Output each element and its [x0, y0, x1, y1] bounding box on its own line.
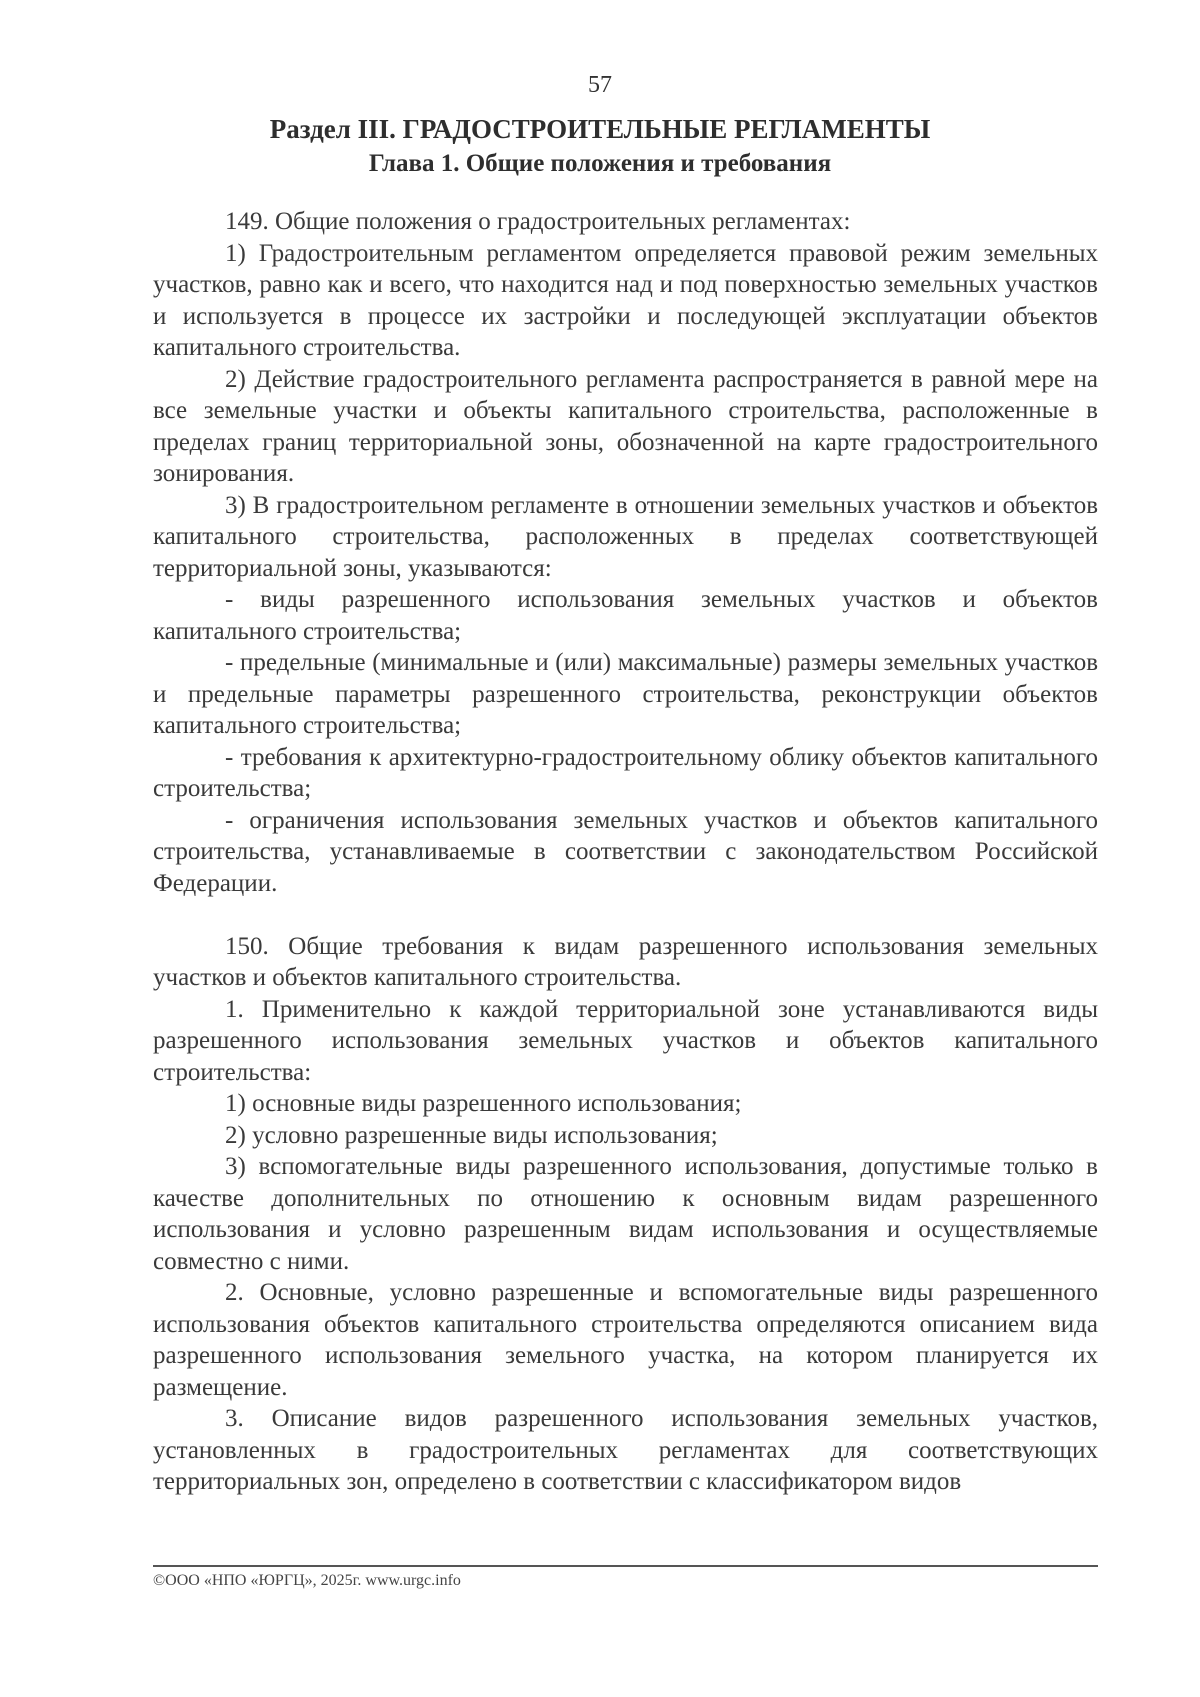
list-item-1: 1) основные виды разрешенного использования; [225, 1090, 742, 1117]
list-item-dash-2: - предельные (минимальные и (или) максимальные) размеры земельных участков и предельные параметры разрешенного строительства, реконструкции объектов капитального строительства; [153, 649, 1098, 739]
footer-divider [153, 1565, 1098, 1567]
list-item-dash-3: - требования к архитектурно-градостроительному облику объектов капитального строительства; [153, 743, 1098, 802]
paragraph-150-point-1: 1. Применительно к каждой территориальной зоне устанавливаются виды разрешенного использования земельных участков и объектов капитального строительства: [153, 995, 1098, 1086]
paragraph-149-item-1: 1) Градостроительным регламентом определяется правовой режим земельных участков, равно как и всего, что находится над и под поверхностью земельных участков и используется в процессе их застройки и последующей эксплуатации объектов капитального строительства. [153, 239, 1098, 361]
list-item-dash-1: - виды разрешенного использования земельных участков и объектов капитального строительства; [153, 586, 1098, 645]
footer-copyright: ©ООО «НПО «ЮРГЦ», 2025г. www.urgc.info [153, 1572, 461, 1589]
paragraph-150-heading: 150. Общие требования к видам разрешенного использования земельных участков и объектов капитального строительства. [153, 932, 1098, 991]
section-title: Раздел III. ГРАДОСТРОИТЕЛЬНЫЕ РЕГЛАМЕНТЫ [269, 114, 931, 144]
list-item-dash-4: - ограничения использования земельных участков и объектов капитального строительства, устанавливаемые в соответствии с законодательством Российской Федерации. [153, 806, 1098, 897]
chapter-title: Глава 1. Общие положения и требования [368, 150, 832, 177]
body-text [153, 206, 1098, 1498]
list-item-3: 3) вспомогательные виды разрешенного использования, допустимые только в качестве дополнительных по отношению к основным видам разрешенного использования и условно разрешенным видам использования и осуществляемые совместно с ними. [153, 1153, 1098, 1275]
paragraph-149-heading: 149. Общие положения о градостроительных регламентах: [225, 208, 851, 235]
page-number: 57 [588, 72, 612, 98]
paragraph-150-point-3: 3. Описание видов разрешенного использования земельных участков, установленных в градостроительных регламентах для соответствующих территориальных зон, определено в соответствии с классификатором видов [153, 1405, 1098, 1495]
paragraph-149-item-2: 2) Действие градостроительного регламента распространяется в равной мере на все земельные участки и объекты капитального строительства, расположенные в пределах границ территориальной зоны, обозначенной на карте градостроительного зонирования. [153, 365, 1098, 487]
paragraph-149-item-3: 3) В градостроительном регламенте в отношении земельных участков и объектов капитального строительства, расположенных в пределах соответствующей территориальной зоны, указываются: [153, 491, 1098, 582]
list-item-2: 2) условно разрешенные виды использования; [225, 1121, 718, 1149]
paragraph-150-point-2: 2. Основные, условно разрешенные и вспомогательные виды разрешенного использования объектов капитального строительства определяются описанием вида разрешенного использования земельного участка, на котором планируется их размещение. [153, 1279, 1098, 1401]
